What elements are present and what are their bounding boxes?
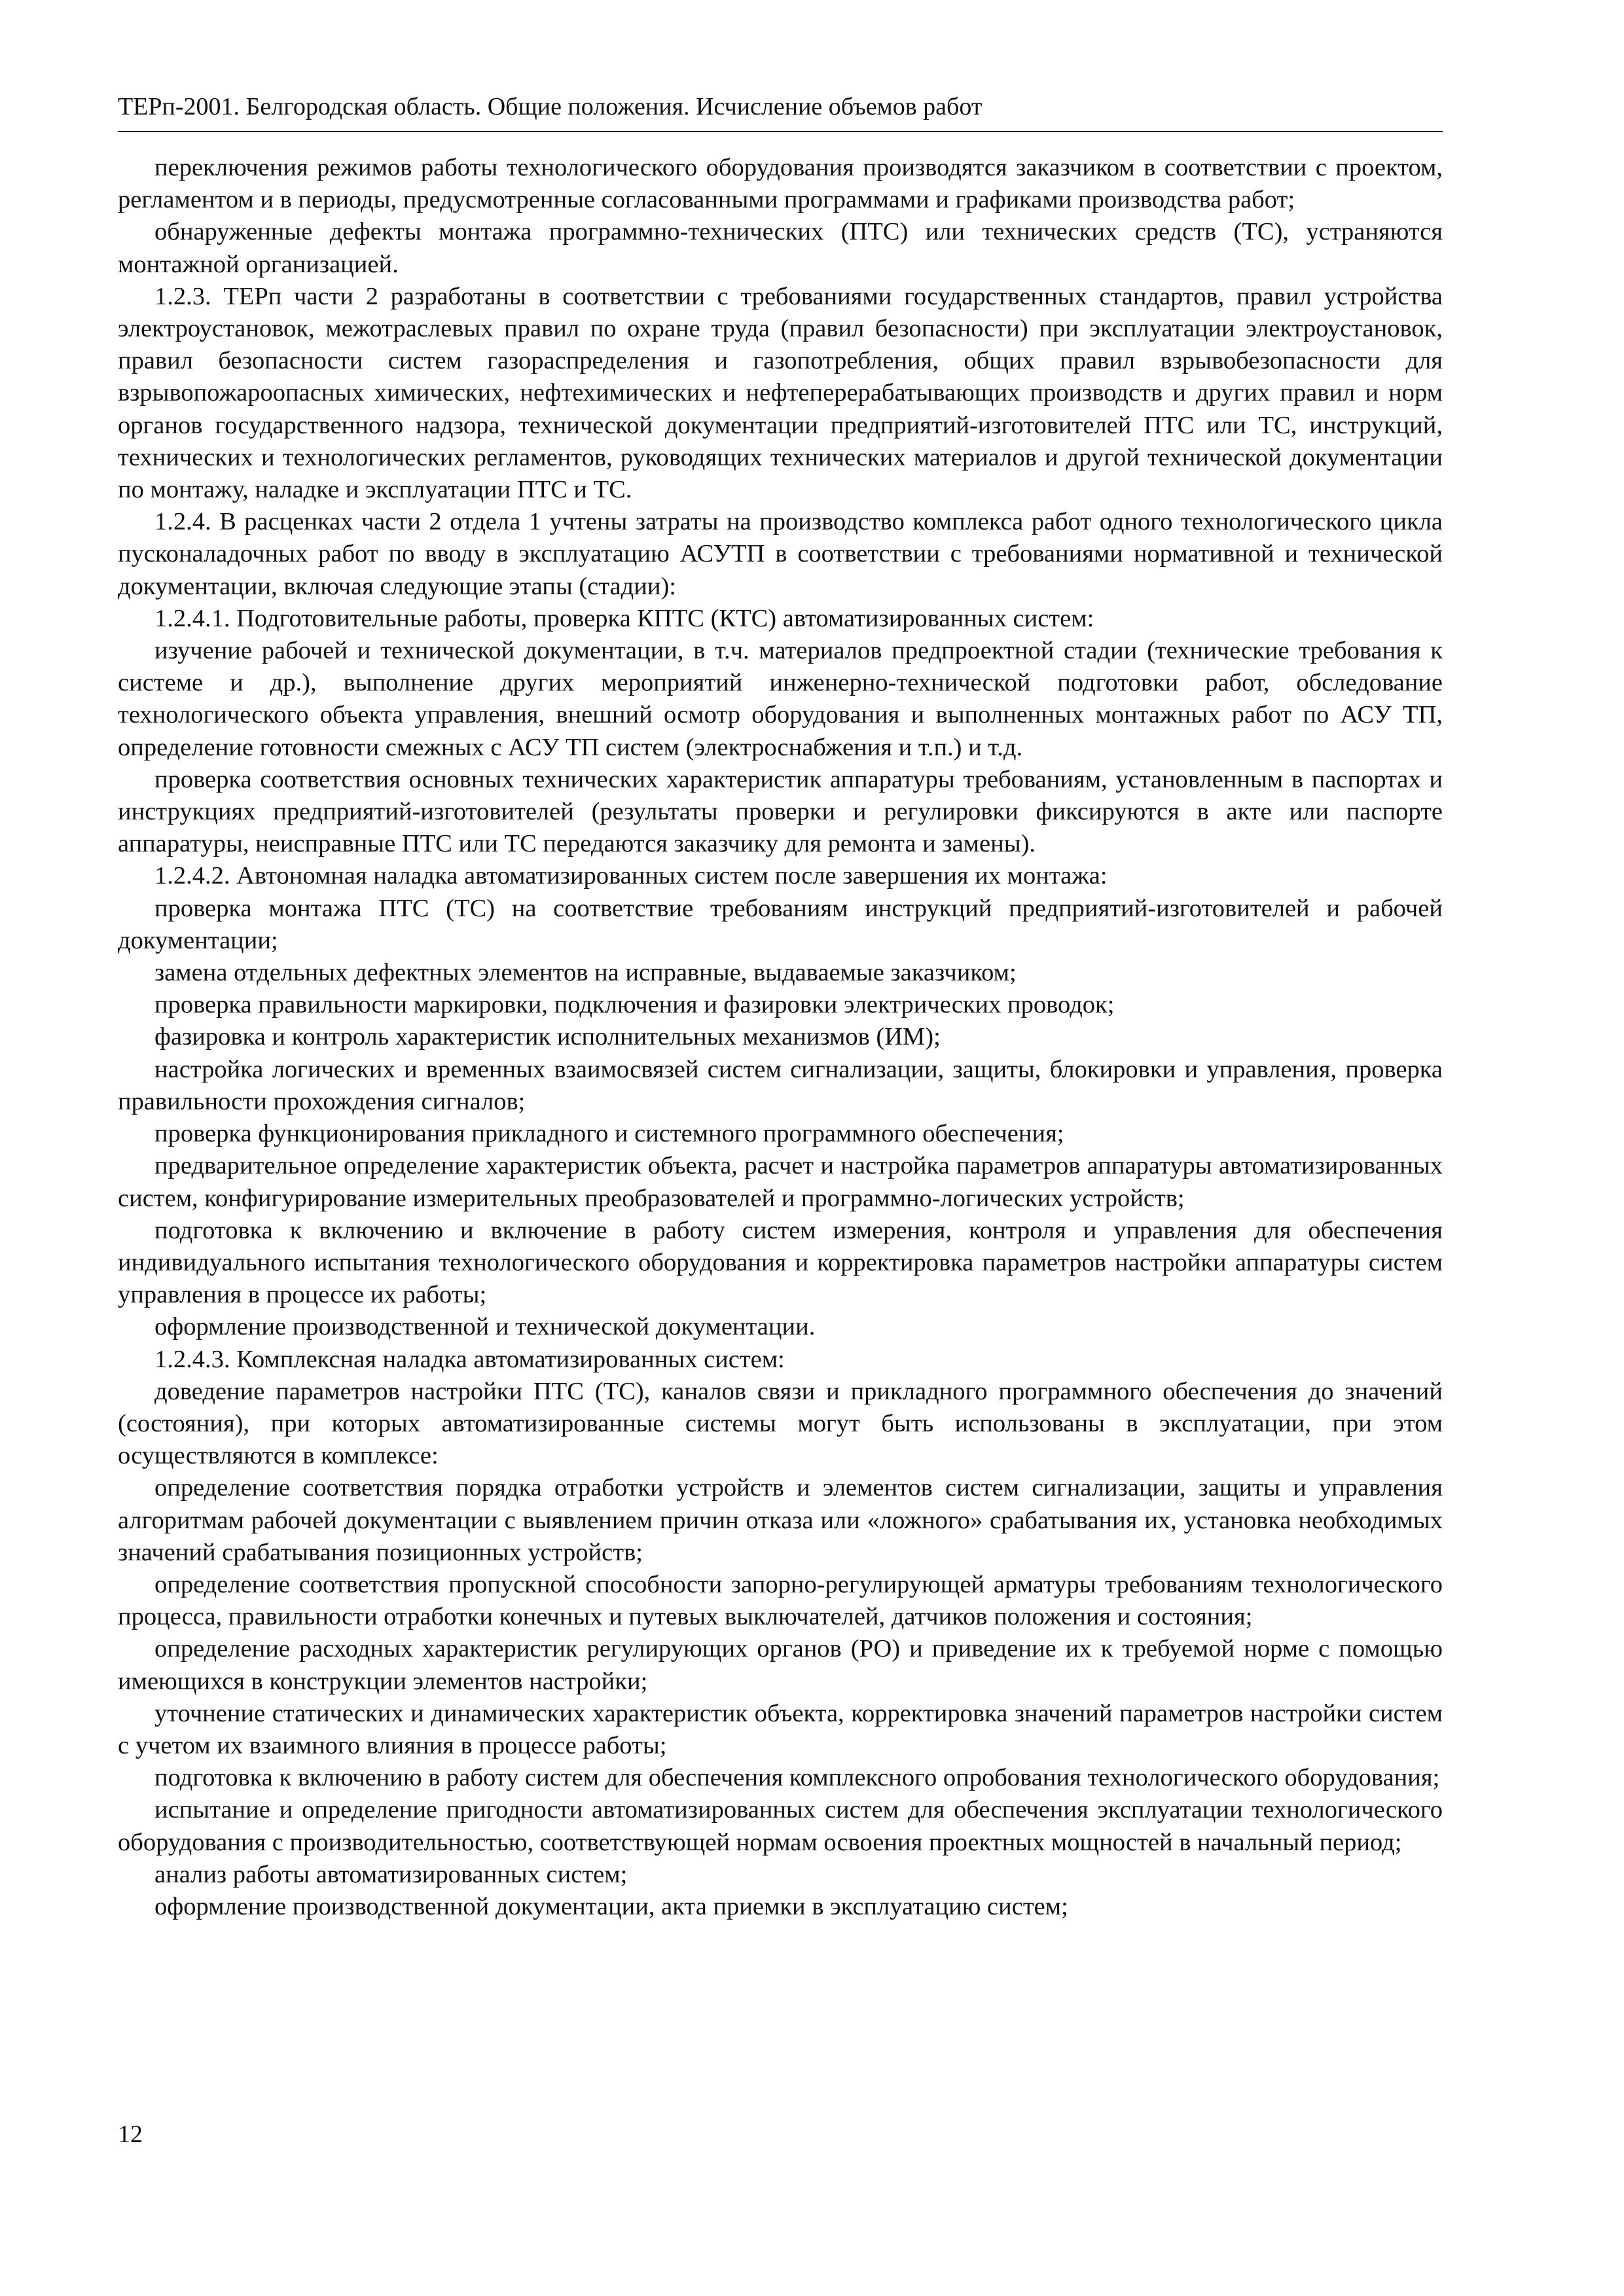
paragraph: замена отдельных дефектных элементов на исправные, выдаваемые заказчиком; bbox=[154, 959, 1017, 987]
paragraph: оформление производственной и технической документации. bbox=[154, 1313, 816, 1341]
paragraph: 1.2.4.2. Автономная наладка автоматизированных систем после завершения их монтажа: bbox=[154, 862, 1108, 890]
paragraph: проверка монтажа ПТС (ТС) на соответствие требованиям инструкций предприятий-изготовителей и рабочей документации; bbox=[118, 894, 1443, 954]
paragraph: проверка функционирования прикладного и системного программного обеспечения; bbox=[154, 1120, 1064, 1148]
running-header: ТЕРп-2001. Белгородская область. Общие положения. Исчисление объемов работ bbox=[118, 93, 983, 120]
paragraph: 1.2.3. ТЕРп части 2 разработаны в соответствии с требованиями государственных стандартов, правил устройства электроустановок, межотраслевых правил по охране труда (правил безопасности) при эксплуатации электроустановок, правил безопасности систем газораспределения и газопотребления, общих правил взрывобезопасности для взрывопожароопасных химических, нефтехимических и нефтеперерабатывающих производств и других правил и норм органов государственного надзора, технической документации предприятий-изготовителей ПТС или ТС, инструкций, технических и технологических регламентов, руководящих технических материалов и другой технической документации по монтажу, наладке и эксплуатации ПТС и ТС. bbox=[118, 282, 1443, 504]
paragraph: определение соответствия пропускной способности запорно-регулирующей арматуры требованиям технологического процесса, правильности отработки конечных и путевых выключателей, датчиков положения и состояния; bbox=[118, 1570, 1443, 1631]
paragraph: испытание и определение пригодности автоматизированных систем для обеспечения эксплуатации технологического оборудования с производительностью, соответствующей нормам освоения проектных мощностей в начальный период; bbox=[118, 1796, 1443, 1856]
paragraph: уточнение статических и динамических характеристик объекта, корректировка значений параметров настройки систем с учетом их взаимного влияния в процессе работы; bbox=[118, 1699, 1443, 1759]
paragraph: 1.2.4.1. Подготовительные работы, проверка КПТС (КТС) автоматизированных систем: bbox=[154, 604, 1094, 632]
paragraph: проверка правильности маркировки, подключения и фазировки электрических проводок; bbox=[154, 991, 1115, 1019]
paragraph: фазировка и контроль характеристик исполнительных механизмов (ИМ); bbox=[154, 1023, 941, 1051]
paragraph: настройка логических и временных взаимосвязей систем сигнализации, защиты, блокировки и управления, проверка правильности прохождения сигналов; bbox=[118, 1055, 1443, 1115]
page-number: 12 bbox=[118, 2121, 143, 2148]
paragraph: подготовка к включению в работу систем для обеспечения комплексного опробования технологического оборудования; bbox=[154, 1764, 1440, 1792]
paragraph: проверка соответствия основных технических характеристик аппаратуры требованиям, установленным в паспортах и инструкциях предприятий-изготовителей (результаты проверки и регулировки фиксируются в акте или паспорте аппаратуры, неисправные ПТС или ТС передаются заказчику для ремонта и замены). bbox=[118, 765, 1443, 858]
paragraph: определение расходных характеристик регулирующих органов (РО) и приведение их к требуемой норме с помощью имеющихся в конструкции элементов настройки; bbox=[118, 1635, 1443, 1695]
document-body bbox=[118, 152, 1443, 1923]
paragraph: изучение рабочей и технической документации, в т.ч. материалов предпроектной стадии (технические требования к системе и др.), выполнение других мероприятий инженерно-технической подготовки работ, обследование технологического объекта управления, внешний осмотр оборудования и выполненных монтажных работ по АСУ ТП, определение готовности смежных с АСУ ТП систем (электроснабжения и т.п.) и т.д. bbox=[118, 637, 1443, 761]
paragraph: 1.2.4.3. Комплексная наладка автоматизированных систем: bbox=[154, 1345, 785, 1373]
header-rule bbox=[118, 131, 1443, 132]
paragraph: предварительное определение характеристик объекта, расчет и настройка параметров аппаратуры автоматизированных систем, конфигурирование измерительных преобразователей и программно-логических устройств; bbox=[118, 1152, 1443, 1212]
paragraph: переключения режимов работы технологического оборудования производятся заказчиком в соответствии с проектом, регламентом и в периоды, предусмотренные согласованными программами и графиками производства работ; bbox=[118, 154, 1443, 214]
paragraph: доведение параметров настройки ПТС (ТС), каналов связи и прикладного программного обеспечения до значений (состояния), при которых автоматизированные системы могут быть использованы в эксплуатации, при этом осуществляются в комплексе: bbox=[118, 1377, 1443, 1470]
paragraph: 1.2.4. В расценках части 2 отдела 1 учтены затраты на производство комплекса работ одного технологического цикла пусконаладочных работ по вводу в эксплуатацию АСУТП в соответствии с требованиями нормативной и технической документации, включая следующие этапы (стадии): bbox=[118, 508, 1443, 600]
paragraph: обнаруженные дефекты монтажа программно-технических (ПТС) или технических средств (ТС), устраняются монтажной организацией. bbox=[118, 218, 1443, 278]
paragraph: подготовка к включению и включение в работу систем измерения, контроля и управления для обеспечения индивидуального испытания технологического оборудования и корректировка параметров настройки аппаратуры систем управления в процессе их работы; bbox=[118, 1216, 1443, 1309]
paragraph: определение соответствия порядка отработки устройств и элементов систем сигнализации, защиты и управления алгоритмам рабочей документации с выявлением причин отказа или «ложного» срабатывания их, установка необходимых значений срабатывания позиционных устройств; bbox=[118, 1474, 1443, 1566]
paragraph: оформление производственной документации, акта приемки в эксплуатацию систем; bbox=[154, 1892, 1068, 1920]
paragraph: анализ работы автоматизированных систем; bbox=[154, 1860, 628, 1888]
